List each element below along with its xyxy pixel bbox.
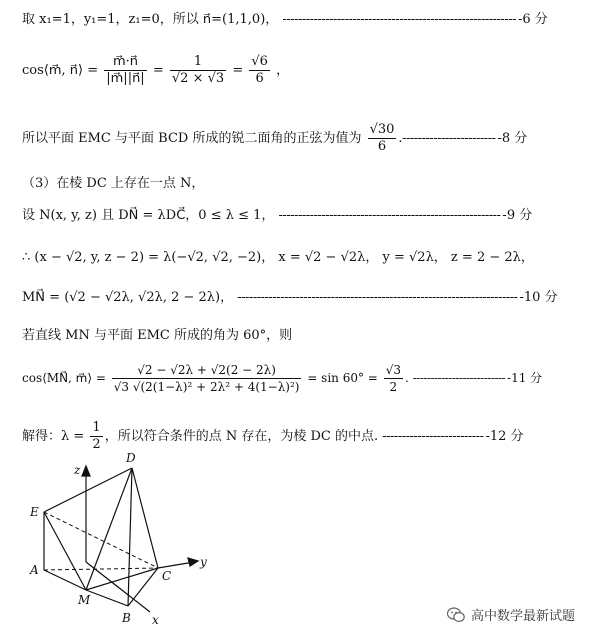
line-7-score: -10 分 bbox=[519, 290, 558, 305]
line-2-frac-3: $\frac{√6}{6}$ bbox=[251, 54, 268, 86]
label-A: A bbox=[30, 563, 39, 577]
edge-DC bbox=[132, 468, 158, 568]
line-2-lhs: cos⟨m⃗, n⃗⟩ = bbox=[22, 63, 99, 78]
edge-DB bbox=[128, 468, 132, 606]
line-8-text: 若直线 MN 与平面 EMC 所成的角为 60°，则 bbox=[22, 328, 293, 343]
z-arrow bbox=[82, 466, 90, 476]
edge-EM bbox=[44, 512, 86, 590]
edge-MB bbox=[86, 590, 128, 606]
y-axis bbox=[158, 562, 194, 568]
edge-MC bbox=[86, 568, 158, 590]
line-5-text: 设 N(x, y, z) 且 DN⃗ = λDC⃗，0 ≤ λ ≤ 1， bbox=[22, 208, 275, 223]
line-1-score: -6 分 bbox=[517, 12, 548, 27]
label-C: C bbox=[162, 569, 172, 583]
label-x: x bbox=[152, 613, 159, 627]
line-9-lhs: cos⟨MN⃗, m⃗⟩ = bbox=[22, 371, 106, 385]
line-7-dashes: ------------------------------------------------------------------------ bbox=[237, 290, 518, 305]
wechat-icon bbox=[447, 607, 465, 623]
geometry-figure bbox=[22, 450, 222, 630]
line-3-dashes: .------------------------ bbox=[398, 131, 496, 146]
line-6-text: ∴ (x − √2, y, z − 2) = λ(−√2, √2, −2)， x = √2 − √2λ， y = √2λ， z = 2 − 2λ， bbox=[22, 250, 534, 265]
line-6 bbox=[22, 248, 534, 268]
line-2: cos⟨m⃗, n⃗⟩ = $\frac{m⃗\cdot n⃗}{|m⃗||n⃗|}$ = $\frac{1}{√2 \times √3}$ = $\frac{√6}{6}$ ， bbox=[22, 54, 290, 86]
line-10-rest: ，所以符合条件的点 N 存在，为棱 DC 的中点. bbox=[104, 429, 379, 444]
line-3-frac: $\frac{√30}{6}$ bbox=[369, 122, 395, 154]
label-D: D bbox=[126, 451, 136, 465]
edge-AC-dashed bbox=[44, 568, 158, 570]
line-1-text: 取 x₁=1，y₁=1，z₁=0，所以 n⃗=(1,1,0)， bbox=[22, 12, 279, 27]
line-1-dashes: ------------------------------------------------------------ bbox=[282, 12, 516, 27]
line-9-dashes: -------------------------- bbox=[412, 371, 506, 385]
line-4-text: （3）在棱 DC 上存在一点 N， bbox=[22, 176, 205, 191]
edge-EC-dashed bbox=[44, 512, 158, 568]
label-M: M bbox=[78, 593, 91, 607]
line-7 bbox=[22, 288, 558, 308]
watermark-text: 高中数学最新试题 bbox=[470, 609, 575, 624]
line-9: cos⟨MN⃗, m⃗⟩ = $\frac{√2 - √2\lambda + √2(2 - 2\lambda)}{\text{√3 √(2(1−λ)² + 2λ² + 4(1−λ)²)}}$ = sin 60° = $\frac{√3}{2}$ . -------------------------- -11 分 bbox=[22, 363, 543, 394]
label-B: B bbox=[122, 611, 131, 625]
label-z: z bbox=[74, 463, 81, 477]
line-9-frac-2: $\frac{√3}{2}$ bbox=[385, 363, 401, 394]
line-3-text: 所以平面 EMC 与平面 BCD 所成的锐二面角的正弦为值为 bbox=[22, 131, 362, 146]
line-5-score: -9 分 bbox=[502, 208, 533, 223]
label-E: E bbox=[30, 505, 39, 519]
line-4 bbox=[22, 174, 204, 194]
line-5 bbox=[22, 206, 532, 226]
line-10 bbox=[22, 420, 524, 453]
line-9-frac: $\frac{√2 - √2\lambda + √2(2 - 2\lambda)}{\text{√3 √(2(1−λ)² + 2λ² + 4(1−λ)²)}}$ bbox=[113, 363, 300, 394]
line-10-frac: $\frac{1}{2}$ bbox=[92, 420, 101, 452]
line-2-frac-1: $\frac{m⃗\cdot n⃗}{|m⃗||n⃗|}$ bbox=[106, 54, 145, 86]
line-10-dashes: -------------------------- bbox=[382, 429, 484, 444]
line-8 bbox=[22, 326, 292, 346]
line-10-score: -12 分 bbox=[485, 429, 524, 444]
line-10-text: 解得：λ = bbox=[22, 429, 85, 444]
line-3-score: -8 分 bbox=[497, 131, 528, 146]
line-3 bbox=[22, 122, 527, 155]
line-7-text: MN⃗ = (√2 − √2λ, √2λ, 2 − 2λ)， bbox=[22, 290, 234, 305]
line-2-frac-2: $\frac{1}{√2 \times √3}$ bbox=[171, 54, 225, 86]
edge-BC bbox=[128, 568, 158, 606]
line-1 bbox=[22, 10, 548, 30]
line-9-mid: = sin 60° = bbox=[307, 371, 378, 385]
watermark bbox=[447, 605, 575, 624]
edge-AM bbox=[44, 570, 86, 590]
line-5-dashes: --------------------------------------------------------- bbox=[278, 208, 501, 223]
edge-MD bbox=[86, 468, 132, 590]
label-y: y bbox=[200, 555, 207, 569]
line-9-score: -11 分 bbox=[507, 371, 543, 385]
y-arrow bbox=[188, 558, 198, 566]
